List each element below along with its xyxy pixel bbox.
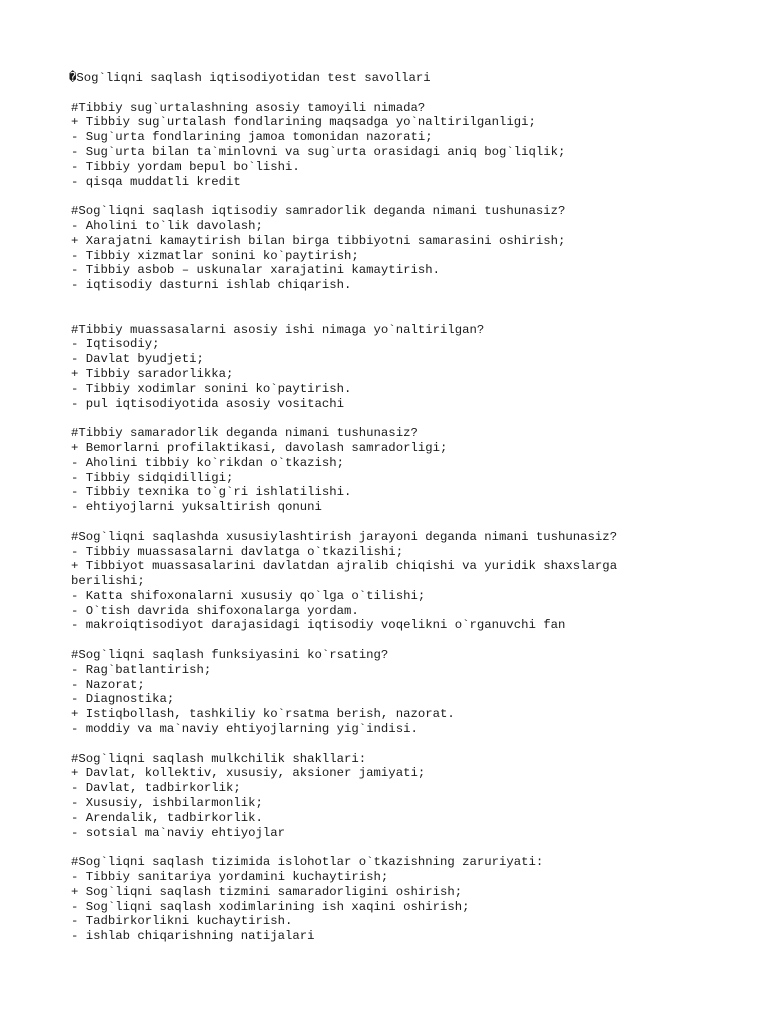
- answer-option: - ehtiyojlarni yuksaltirish qonuni: [71, 500, 322, 515]
- question-text: #Tibbiy samaradorlik deganda nimani tushunasiz?: [71, 426, 418, 441]
- answer-option: - Arendalik, tadbirkorlik.: [71, 810, 263, 825]
- answer-option: - Sug`urta fondlarining jamoa tomonidan nazorati;: [71, 130, 433, 145]
- answer-option: - O`tish davrida shifoxonalarga yordam.: [71, 603, 359, 618]
- answer-option: - Sog`liqni saqlash xodimlarining ish xaqini oshirish;: [71, 899, 470, 914]
- spacer: [71, 737, 751, 752]
- spacer: [71, 840, 751, 855]
- question-block: [71, 426, 751, 515]
- answer-option: + Bemorlarni profilaktikasi, davolash samradorligi;: [71, 440, 448, 455]
- answer-option: - Davlat byudjeti;: [71, 352, 204, 367]
- answer-option: - Davlat, tadbirkorlik;: [71, 781, 241, 796]
- answer-option: + Sog`liqni saqlash tizmini samaradorligini oshirish;: [71, 884, 463, 899]
- answer-option: + Xarajatni kamaytirish bilan birga tibbiyotni samarasini oshirish;: [71, 233, 566, 248]
- answer-option: - iqtisodiy dasturni ishlab chiqarish.: [71, 278, 352, 293]
- question-block: [71, 204, 751, 293]
- question-text: #Sog`liqni saqlash funksiyasini ko`rsating?: [71, 648, 389, 663]
- document-page: [71, 71, 751, 944]
- answer-option: - ishlab chiqarishning natijalari: [71, 929, 315, 944]
- answer-option: + Tibbiy saradorlikka;: [71, 366, 234, 381]
- question-text: #Sog`liqni saqlash tizimida islohotlar o`tkazishning zaruriyati:: [71, 855, 544, 870]
- answer-option: - Nazorat;: [71, 677, 145, 692]
- question-text: #Tibbiy muassasalarni asosiy ishi nimaga yo`naltirilgan?: [71, 322, 485, 337]
- answer-option: berilishi;: [71, 574, 145, 589]
- answer-option: - Aholini tibbiy ko`rikdan o`tkazish;: [71, 455, 345, 470]
- answer-option: - sotsial ma`naviy ehtiyojlar: [71, 825, 286, 840]
- answer-option: + Tibbiy sug`urtalash fondlarining maqsadga yo`naltirilganligi;: [71, 115, 536, 130]
- answer-option: - Tibbiy xizmatlar sonini ko`paytirish;: [71, 248, 359, 263]
- answer-option: + Istiqbollash, tashkiliy ko`rsatma berish, nazorat.: [71, 707, 455, 722]
- answer-option: - Iqtisodiy;: [71, 337, 160, 352]
- answer-option: - moddiy va ma`naviy ehtiyojlarning yig`indisi.: [71, 722, 418, 737]
- answer-option: - Tibbiy muassasalarni davlatga o`tkazilishi;: [71, 544, 404, 559]
- answer-option: + Davlat, kollektiv, xususiy, aksioner jamiyati;: [71, 766, 426, 781]
- answer-option: - Aholini to`lik davolash;: [71, 218, 263, 233]
- answer-option: - Diagnostika;: [71, 692, 175, 707]
- spacer: [71, 86, 751, 101]
- question-text: #Sog`liqni saqlash iqtisodiy samradorlik deganda nimani tushunasiz?: [71, 204, 566, 219]
- question-block: [71, 752, 751, 841]
- answer-option: - makroiqtisodiyot darajasidagi iqtisodiy voqelikni o`rganuvchi fan: [71, 618, 566, 633]
- answer-option: - pul iqtisodiyotida asosiy vositachi: [71, 396, 345, 411]
- question-text: #Tibbiy sug`urtalashning asosiy tamoyili nimada?: [71, 100, 426, 115]
- answer-option: - Katta shifoxonalarni xususiy qo`lga o`tilishi;: [71, 588, 426, 603]
- answer-option: - Xususiy, ishbilarmonlik;: [71, 796, 263, 811]
- question-block: [71, 101, 751, 190]
- answer-option: - Rag`batlantirish;: [71, 662, 212, 677]
- answer-option: - Tibbiy sidqidilligi;: [71, 470, 234, 485]
- answer-option: - Tibbiy asbob – uskunalar xarajatini kamaytirish.: [71, 263, 440, 278]
- answer-option: + Tibbiyot muassasalarini davlatdan ajralib chiqishi va yuridik shaxslarga: [71, 559, 618, 574]
- answer-option: - qisqa muddatli kredit: [71, 174, 241, 189]
- answer-option: - Tibbiy sanitariya yordamini kuchaytirish;: [71, 870, 389, 885]
- answer-option: - Tibbiy xodimlar sonini ko`paytirish.: [71, 381, 352, 396]
- answer-option: - Tadbirkorlikni kuchaytirish.: [71, 914, 293, 929]
- spacer: [71, 411, 751, 426]
- answer-option: - Sug`urta bilan ta`minlovni va sug`urta orasidagi aniq bog`liqlik;: [71, 144, 566, 159]
- document-title: �Sog`liqni saqlash iqtisodiyotidan test savollari: [69, 71, 431, 85]
- spacer: [71, 515, 751, 530]
- answer-option: - Tibbiy yordam bepul bo`lishi.: [71, 159, 300, 174]
- question-block: [71, 648, 751, 737]
- question-block: [71, 855, 751, 944]
- spacer: [71, 189, 751, 204]
- question-block: [71, 323, 751, 412]
- spacer: [71, 633, 751, 648]
- question-text: #Sog`liqni saqlash mulkchilik shakllari:: [71, 751, 367, 766]
- answer-option: - Tibbiy texnika to`g`ri ishlatilishi.: [71, 485, 352, 500]
- question-text: #Sog`liqni saqlashda xususiylashtirish jarayoni deganda nimani tushunasiz?: [71, 529, 618, 544]
- question-block: [71, 530, 751, 634]
- spacer: [71, 293, 751, 323]
